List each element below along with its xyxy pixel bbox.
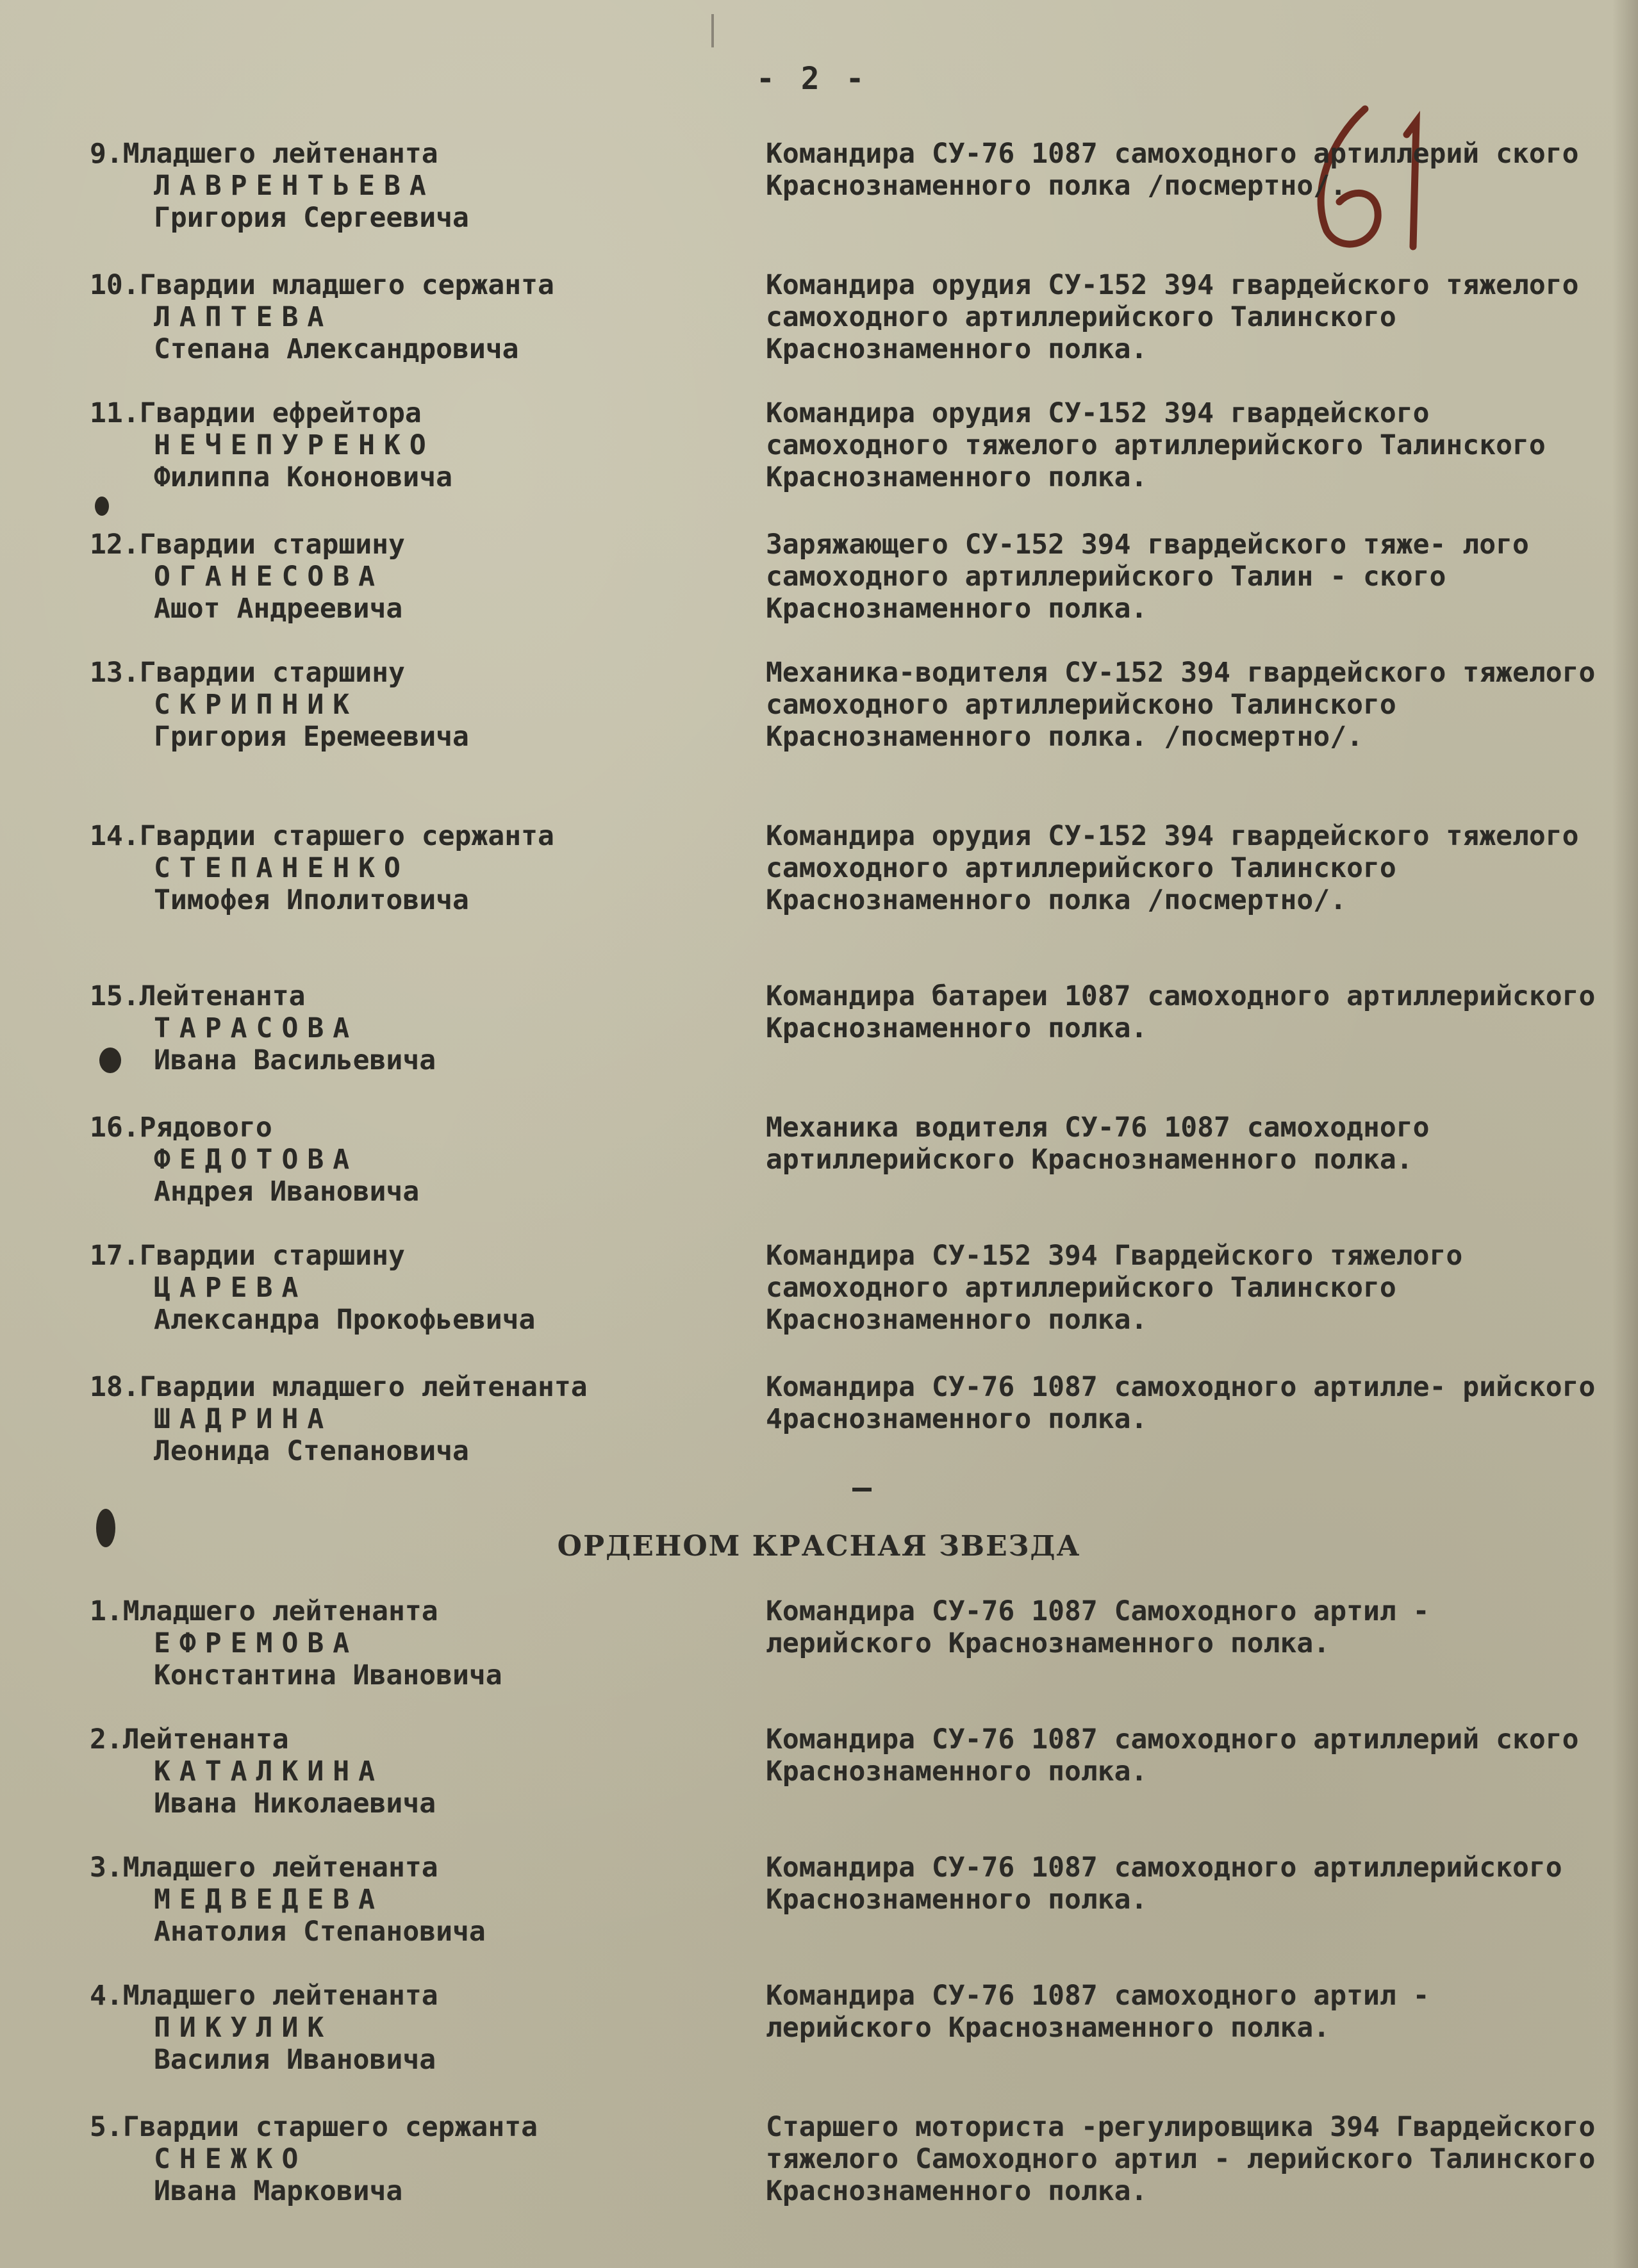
given-name: Филиппа Кононовича (154, 461, 452, 493)
rank: Гвардии младшего лейтенанта (139, 1371, 588, 1403)
surname: ШАДРИНА (154, 1403, 333, 1435)
recipient-name-block (90, 138, 731, 234)
rank: Гвардии старшину (139, 657, 405, 689)
position-description: Командира СУ-76 1087 самоходного артиллерий ского Краснознаменного полка. (766, 1723, 1579, 1787)
position-description: Командира батареи 1087 самоходного артиллерийского Краснознаменного полка. (766, 980, 1596, 1044)
page-edge-shadow (1612, 0, 1638, 2268)
rank: Младшего лейтенанта (122, 138, 438, 170)
rank-line (90, 2111, 731, 2143)
rank: Младшего лейтенанта (122, 1852, 438, 1884)
rank: Гвардии старшину (139, 529, 405, 561)
recipient-name-block (90, 1723, 731, 1820)
entry-number: 13. (90, 657, 140, 689)
given-name: Тимофея Иполитовича (154, 884, 469, 916)
rank: Гвардии ефрейтора (139, 397, 422, 429)
rank: Лейтенанта (122, 1723, 289, 1755)
rank-line (90, 529, 731, 561)
recipient-name-block (90, 1980, 731, 2076)
given-name: Александра Прокофьевича (154, 1304, 536, 1336)
entry-number: 2. (90, 1723, 123, 1755)
position-description: Командира орудия СУ-152 394 гвардейского тяжелого самоходного артиллерийского Талинского Краснознаменного полка /посмертно/. (766, 820, 1579, 916)
position-description: Командира СУ-76 1087 самоходного артил - лерийского Краснознаменного полка. (766, 1980, 1430, 2044)
section-heading: ОРДЕНОМ КРАСНАЯ ЗВЕЗДА (557, 1530, 1081, 1563)
recipient-name-block (90, 1852, 731, 1948)
surname: ПИКУЛИК (154, 2012, 333, 2044)
position-description: Командира СУ-152 394 Гвардейского тяжелого самоходного артиллерийского Талинского Краснознаменного полка. (766, 1240, 1463, 1336)
recipient-name-block (90, 2111, 731, 2207)
position-description: Механика-водителя СУ-152 394 гвардейского тяжелого самоходного артиллерийсконо Талинского Краснознаменного полка. /посмертно/. (766, 657, 1596, 753)
entry-number: 17. (90, 1240, 140, 1272)
rank: Младшего лейтенанта (122, 1980, 438, 2012)
punch-hole (95, 497, 109, 516)
position-description: Командира СУ-76 1087 самоходного артиллерийского Краснознаменного полка. (766, 1852, 1562, 1916)
rank-line (90, 980, 731, 1012)
surname: ЛАВРЕНТЬЕВА (154, 170, 435, 202)
rank-line (90, 1980, 731, 2012)
position-description: Командира СУ-76 1087 Самоходного артил - лерийского Краснознаменного полка. (766, 1595, 1430, 1659)
given-name: Ивана Марковича (154, 2175, 403, 2207)
surname: СКРИПНИК (154, 689, 359, 721)
entry-number: 4. (90, 1980, 123, 2012)
recipient-name-block (90, 1595, 731, 1691)
entry-number: 12. (90, 529, 140, 561)
rank-line (90, 820, 731, 852)
given-name: Ивана Николаевича (154, 1787, 436, 1820)
given-name: Леонида Степановича (154, 1435, 469, 1467)
entry-number: 5. (90, 2111, 123, 2143)
given-name: Ивана Васильевича (154, 1044, 436, 1076)
position-description: Заряжающего СУ-152 394 гвардейского тяже- лого самоходного артиллерийского Талин - ского Краснознаменного полка. (766, 529, 1529, 625)
entry-number: 18. (90, 1371, 140, 1403)
rank: Гвардии старшего сержанта (122, 2111, 538, 2143)
given-name: Степана Александровича (154, 333, 519, 365)
recipient-name-block (90, 657, 731, 753)
section-dash (852, 1488, 872, 1491)
recipient-name-block (90, 269, 731, 365)
entry-number: 9. (90, 138, 123, 170)
surname: ЦАРЕВА (154, 1272, 308, 1304)
surname: СНЕЖКО (154, 2143, 308, 2175)
recipient-name-block (90, 529, 731, 625)
recipient-name-block (90, 980, 731, 1076)
surname: НЕЧЕПУРЕНКО (154, 429, 435, 461)
recipient-name-block (90, 820, 731, 916)
position-description: Командира СУ-76 1087 самоходного артилле- рийского 4раснознаменного полка. (766, 1371, 1596, 1435)
punch-hole (99, 1048, 121, 1073)
given-name: Григория Еремеевича (154, 721, 469, 753)
entry-number: 15. (90, 980, 140, 1012)
rank-line (90, 1595, 731, 1627)
position-description: Командира орудия СУ-152 394 гвардейского тяжелого самоходного артиллерийского Талинского Краснознаменного полка. (766, 269, 1579, 365)
rank-line (90, 1852, 731, 1884)
rank-line (90, 657, 731, 689)
entry-number: 14. (90, 820, 140, 852)
recipient-name-block (90, 1112, 731, 1208)
given-name: Ашот Андреевича (154, 593, 403, 625)
fold-mark (711, 14, 714, 47)
surname: КАТАЛКИНА (154, 1755, 384, 1787)
rank: Младшего лейтенанта (122, 1595, 438, 1627)
rank: Гвардии старшину (139, 1240, 405, 1272)
surname: ТАРАСОВА (154, 1012, 359, 1044)
entry-number: 11. (90, 397, 140, 429)
page-number: - 2 - (756, 61, 868, 97)
surname: ЕФРЕМОВА (154, 1627, 359, 1659)
entry-number: 3. (90, 1852, 123, 1884)
entry-number: 1. (90, 1595, 123, 1627)
surname: СТЕПАНЕНКО (154, 852, 410, 884)
position-description: Командира СУ-76 1087 самоходного артиллерий ского Краснознаменного полка /посмертно/. (766, 138, 1579, 202)
rank: Гвардии младшего сержанта (139, 269, 554, 301)
punch-hole (96, 1509, 115, 1547)
entry-number: 10. (90, 269, 140, 301)
surname: МЕДВЕДЕВА (154, 1884, 384, 1916)
rank: Гвардии старшего сержанта (139, 820, 554, 852)
rank-line (90, 138, 731, 170)
entry-number: 16. (90, 1112, 140, 1144)
rank: Рядового (139, 1112, 272, 1144)
surname: ОГАНЕСОВА (154, 561, 384, 593)
rank-line (90, 1371, 731, 1403)
given-name: Андрея Ивановича (154, 1176, 420, 1208)
rank-line (90, 1240, 731, 1272)
recipient-name-block (90, 1240, 731, 1336)
surname: ФЕДОТОВА (154, 1144, 359, 1176)
given-name: Василия Ивановича (154, 2044, 436, 2076)
surname: ЛАПТЕВА (154, 301, 333, 333)
rank-line (90, 1112, 731, 1144)
given-name: Григория Сергеевича (154, 202, 469, 234)
rank-line (90, 1723, 731, 1755)
rank-line (90, 397, 731, 429)
recipient-name-block (90, 1371, 731, 1467)
given-name: Анатолия Степановича (154, 1916, 486, 1948)
rank: Лейтенанта (139, 980, 306, 1012)
position-description: Старшего моториста -регулировщика 394 Гвардейского тяжелого Самоходного артил - лерийского Талинского Краснознаменного полка. (766, 2111, 1596, 2207)
rank-line (90, 269, 731, 301)
position-description: Механика водителя СУ-76 1087 самоходного артиллерийского Краснознаменного полка. (766, 1112, 1430, 1176)
recipient-name-block (90, 397, 731, 493)
position-description: Командира орудия СУ-152 394 гвардейского самоходного тяжелого артиллерийского Талинского Краснознаменного полка. (766, 397, 1546, 493)
given-name: Константина Ивановича (154, 1659, 502, 1691)
